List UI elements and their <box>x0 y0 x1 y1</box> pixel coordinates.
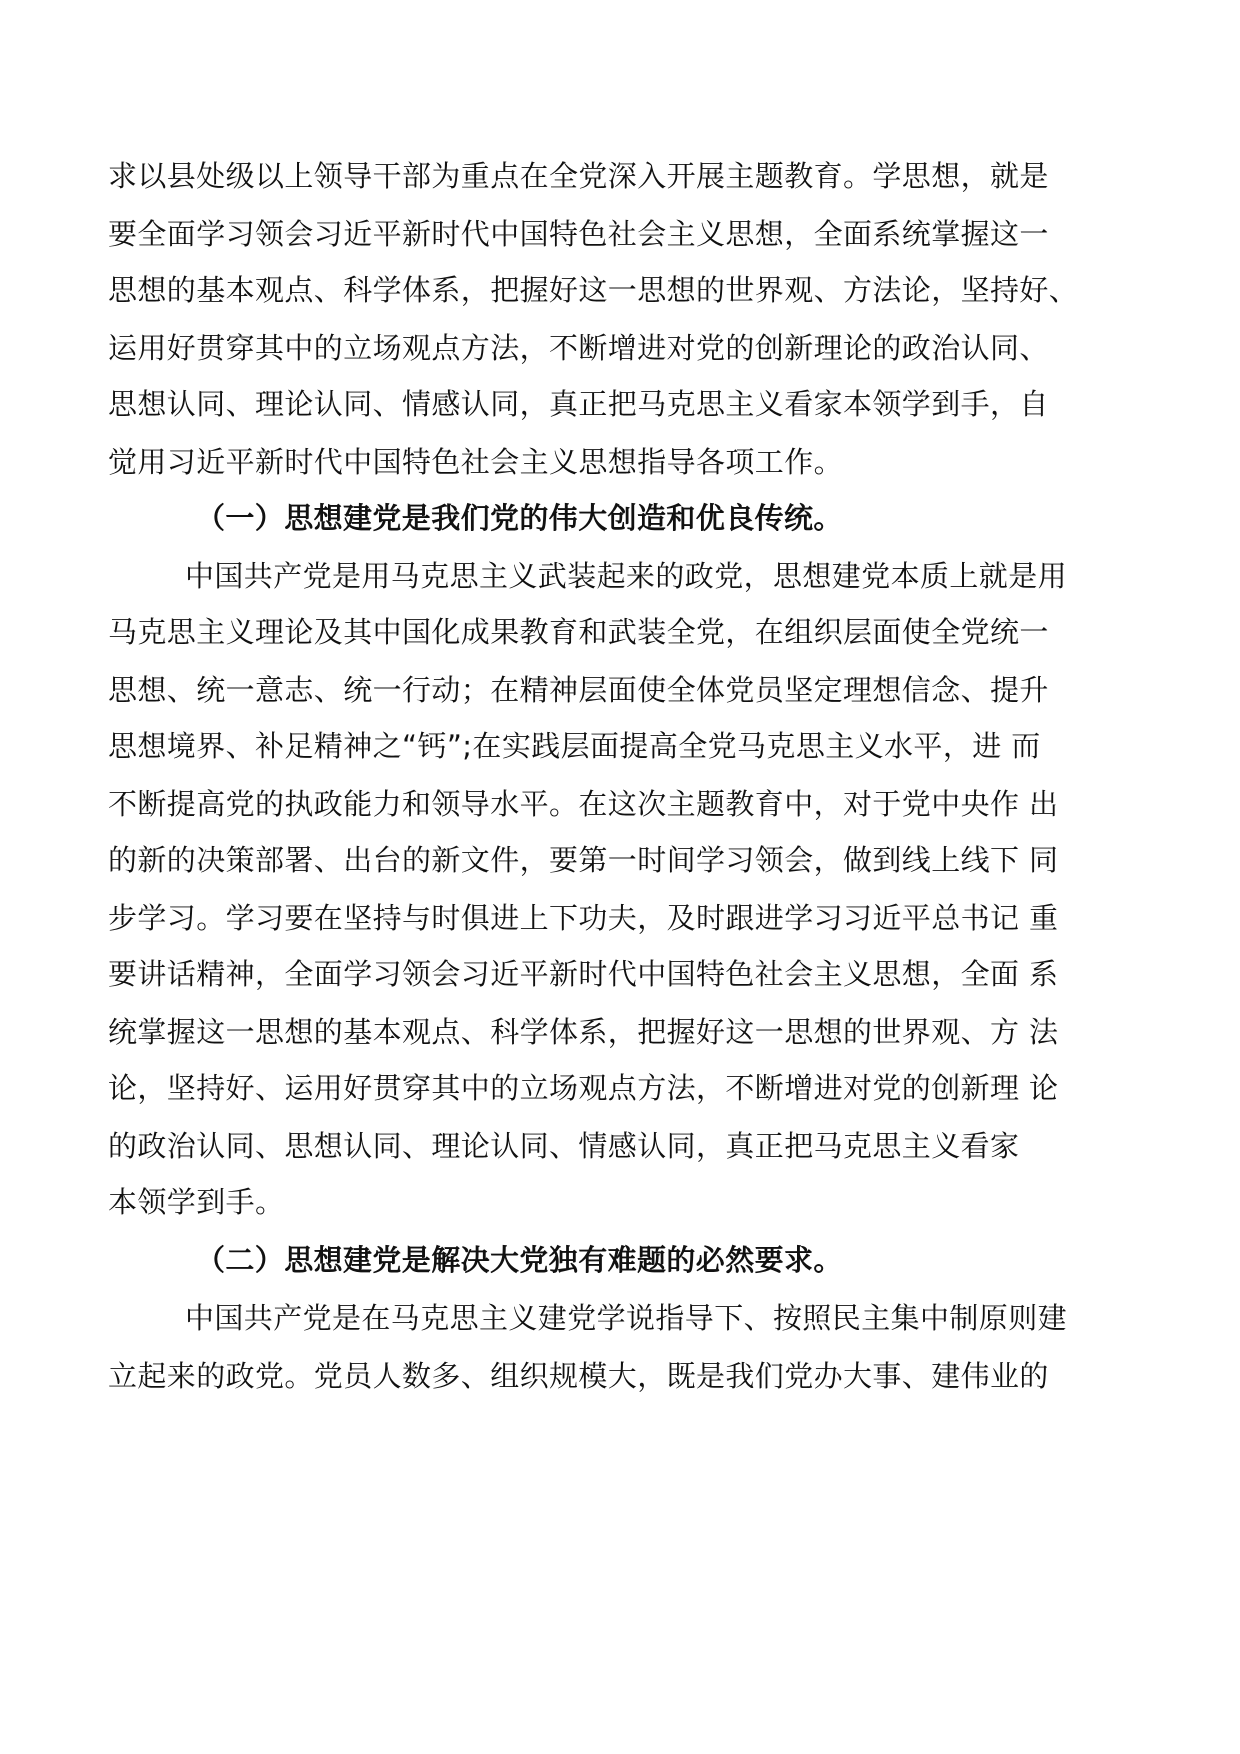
body-text-line: 不断提高党的执政能力和领导水平。在这次主题教育中，对于党中央作 出 <box>108 787 1059 821</box>
body-text-line: 立起来的政党。党员人数多、组织规模大，既是我们党办大事、建伟业的 <box>108 1359 1049 1393</box>
body-text-line: 马克思主义理论及其中国化成果教育和武装全党，在组织层面使全党统一 <box>108 615 1049 649</box>
body-text-line: 思想的基本观点、科学体系，把握好这一思想的世界观、方法论，坚持好、 <box>108 273 1079 307</box>
body-text-line: 论，坚持好、运用好贯穿其中的立场观点方法，不断增进对党的创新理 论 <box>108 1071 1059 1105</box>
body-text-line: 统掌握这一思想的基本观点、科学体系，把握好这一思想的世界观、方 法 <box>108 1015 1059 1049</box>
body-text-line: 运用好贯穿其中的立场观点方法，不断增进对党的创新理论的政治认同、 <box>108 331 1049 365</box>
body-text-line: 要讲话精神，全面学习领会习近平新时代中国特色社会主义思想，全面 系 <box>108 957 1059 991</box>
body-text-line: 的新的决策部署、出台的新文件，要第一时间学习领会，做到线上线下 同 <box>108 843 1059 877</box>
body-text-line: 求以县处级以上领导干部为重点在全党深入开展主题教育。学思想，就是 <box>108 159 1049 193</box>
body-text-line: 觉用习近平新时代中国特色社会主义思想指导各项工作。 <box>108 445 844 479</box>
body-text-line: 的政治认同、思想认同、理论认同、情感认同，真正把马克思主义看家 <box>108 1129 1020 1163</box>
body-text-line: 思想认同、理论认同、情感认同，真正把马克思主义看家本领学到手，自 <box>108 387 1049 421</box>
body-text-line: 步学习。学习要在坚持与时俱进上下功夫，及时跟进学习习近平总书记 重 <box>108 901 1059 935</box>
paragraph-first-line: 中国共产党是在马克思主义建党学说指导下、按照民主集中制原则建 <box>185 1301 1068 1335</box>
paragraph-first-line: 中国共产党是用马克思主义武装起来的政党，思想建党本质上就是用 <box>185 559 1068 593</box>
body-text-line: 思想境界、补足精神之“钙”;在实践层面提高全党马克思主义水平，进 而 <box>108 729 1041 763</box>
section-heading-1: （一）思想建党是我们党的伟大创造和优良传统。 <box>196 501 843 535</box>
section-heading-2: （二）思想建党是解决大党独有难题的必然要求。 <box>196 1243 843 1277</box>
body-text-line: 要全面学习领会习近平新时代中国特色社会主义思想，全面系统掌握这一 <box>108 217 1049 251</box>
body-text-line: 本领学到手。 <box>108 1185 285 1219</box>
body-text-line: 思想、统一意志、统一行动；在精神层面使全体党员坚定理想信念、提升 <box>108 673 1049 707</box>
